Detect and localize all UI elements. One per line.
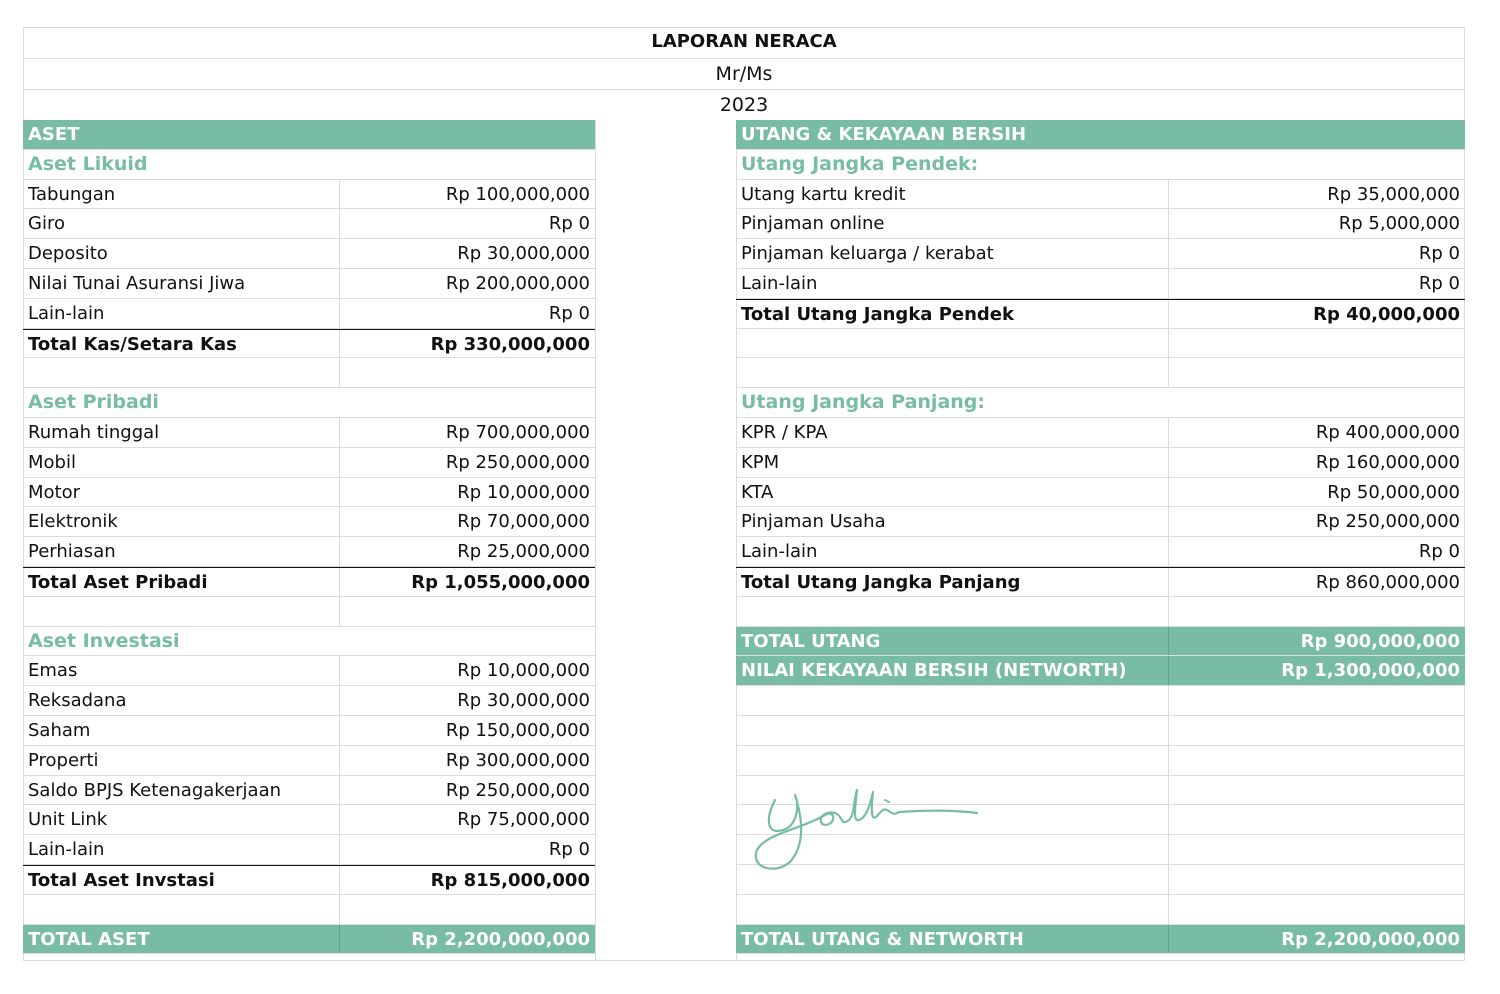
table-row: Lain-lain Rp 0 xyxy=(23,835,595,865)
table-row: Saldo BPJS Ketenagakerjaan Rp 250,000,000 xyxy=(23,776,595,806)
table-row: Lain-lain Rp 0 xyxy=(23,299,595,329)
blank-row xyxy=(23,358,595,388)
table-row: Pinjaman Usaha Rp 250,000,000 xyxy=(736,507,1465,537)
liabilities-heading: UTANG & KEKAYAAN BERSIH xyxy=(736,120,1465,150)
table-row: Perhiasan Rp 25,000,000 xyxy=(23,537,595,567)
section-short-term-debt: Utang Jangka Pendek: xyxy=(736,150,1465,180)
table-row: Pinjaman keluarga / kerabat Rp 0 xyxy=(736,239,1465,269)
table-row: Saham Rp 150,000,000 xyxy=(23,716,595,746)
total-row-personal: Total Aset Pribadi Rp 1,055,000,000 xyxy=(23,567,595,597)
table-row: Reksadana Rp 30,000,000 xyxy=(23,686,595,716)
blank-row xyxy=(23,895,595,925)
blank-row xyxy=(736,686,1465,716)
total-debt-row: TOTAL UTANG Rp 900,000,000 xyxy=(736,627,1465,657)
table-row: Mobil Rp 250,000,000 xyxy=(23,448,595,478)
table-row: Tabungan Rp 100,000,000 xyxy=(23,180,595,210)
table-row: KPR / KPA Rp 400,000,000 xyxy=(736,418,1465,448)
table-row: Emas Rp 10,000,000 xyxy=(23,656,595,686)
networth-row: NILAI KEKAYAAN BERSIH (NETWORTH) Rp 1,300,000,000 xyxy=(736,656,1465,686)
table-row: Rumah tinggal Rp 700,000,000 xyxy=(23,418,595,448)
section-investment-assets: Aset Investasi xyxy=(23,627,595,657)
blank-row xyxy=(736,746,1465,776)
report-year: 2023 xyxy=(23,89,1465,120)
section-liquid-assets: Aset Likuid xyxy=(23,150,595,180)
table-row: Lain-lain Rp 0 xyxy=(736,537,1465,567)
table-row: Utang kartu kredit Rp 35,000,000 xyxy=(736,180,1465,210)
blank-row xyxy=(736,716,1465,746)
section-long-term-debt: Utang Jangka Panjang: xyxy=(736,388,1465,418)
assets-heading: ASET xyxy=(23,120,595,150)
blank-row xyxy=(736,329,1465,359)
blank-row xyxy=(736,597,1465,627)
report-title: LAPORAN NERACA xyxy=(651,31,837,52)
table-row: Lain-lain Rp 0 xyxy=(736,269,1465,299)
table-row: Elektronik Rp 70,000,000 xyxy=(23,507,595,537)
balance-sheet xyxy=(23,27,1465,961)
table-row: KTA Rp 50,000,000 xyxy=(736,478,1465,508)
signature-image xyxy=(745,780,985,875)
table-row: Nilai Tunai Asuransi Jiwa Rp 200,000,000 xyxy=(23,269,595,299)
total-row-liquid: Total Kas/Setara Kas Rp 330,000,000 xyxy=(23,329,595,359)
table-row: Unit Link Rp 75,000,000 xyxy=(23,805,595,835)
table-row: Motor Rp 10,000,000 xyxy=(23,478,595,508)
table-row: Properti Rp 300,000,000 xyxy=(23,746,595,776)
section-personal-assets: Aset Pribadi xyxy=(23,388,595,418)
total-assets-row: TOTAL ASET Rp 2,200,000,000 xyxy=(23,925,595,955)
total-row-investment: Total Aset Invstasi Rp 815,000,000 xyxy=(23,865,595,895)
table-row: Pinjaman online Rp 5,000,000 xyxy=(736,209,1465,239)
blank-row xyxy=(736,358,1465,388)
assets-column xyxy=(23,120,595,954)
total-debt-networth-row: TOTAL UTANG & NETWORTH Rp 2,200,000,000 xyxy=(736,925,1465,955)
total-row-long-term: Total Utang Jangka Panjang Rp 860,000,000 xyxy=(736,567,1465,597)
blank-row xyxy=(736,895,1465,925)
blank-row xyxy=(23,597,595,627)
table-row: Deposito Rp 30,000,000 xyxy=(23,239,595,269)
total-row-short-term: Total Utang Jangka Pendek Rp 40,000,000 xyxy=(736,299,1465,329)
table-row: KPM Rp 160,000,000 xyxy=(736,448,1465,478)
column-divider xyxy=(595,120,596,961)
report-owner: Mr/Ms xyxy=(23,58,1465,89)
table-row: Giro Rp 0 xyxy=(23,209,595,239)
